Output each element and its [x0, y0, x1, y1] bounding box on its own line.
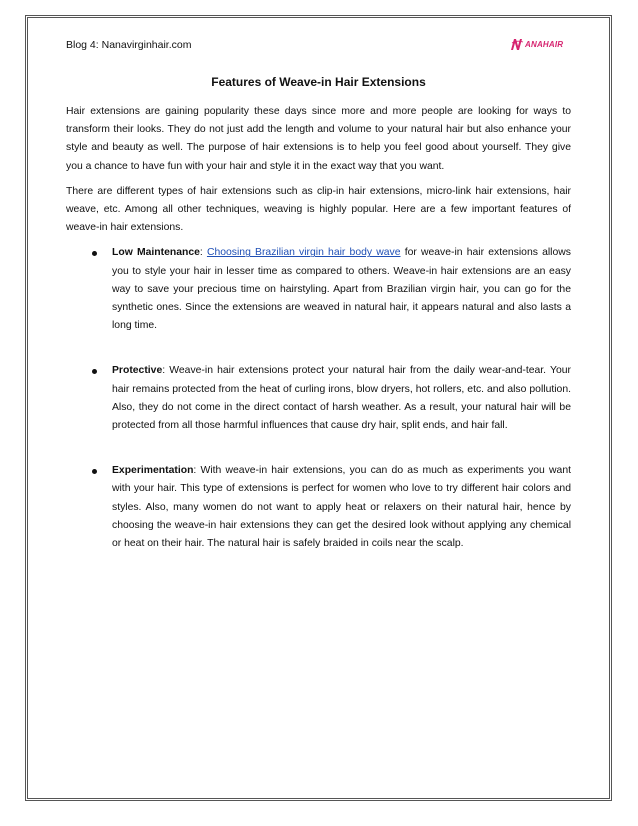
feature-item-experimentation [66, 462, 571, 553]
feature-separator: : [193, 465, 201, 477]
feature-separator: : [199, 247, 207, 259]
logo-text: ANAHAIR [525, 39, 564, 49]
article-body [66, 103, 571, 580]
brazilian-hair-link[interactable]: Choosing Brazilian virgin hair body wave [206, 247, 401, 259]
bullet-icon [92, 369, 97, 374]
feature-separator: : [162, 365, 170, 377]
brand-logo [510, 36, 563, 52]
types-paragraph: There are different types of hair extensions such as clip-in hair extensions, micro-link hair extensions, hair weave, etc. Among all other techniques, weaving is highly popular. Here are a few important features of weave-in hair extensions. [66, 185, 571, 234]
intro-paragraph: Hair extensions are gaining popularity these days since more and more people are looking for ways to transform their looks. They do not just add the length and volume to your natural hair but also enhance your style and beauty as well. The purpose of hair extensions is to help you feel good about yourself. They give you a chance to have fun with your hair and style it in the exact way that you want. [66, 106, 571, 172]
bullet-icon [92, 251, 97, 256]
feature-text: With weave-in hair extensions, you can do as much as experiments you want with your hair. This type of extensions is perfect for women who love to try different hair colors and styles. Also, many women do not want to apply heat or relaxers on their natural hair, hence by choosing the weave-in hair extensions they can get the desired look without applying any chemical or heat on their hair. The natural hair is safely braided in coils near the scalp. [112, 465, 571, 550]
feature-term: Protective [112, 365, 163, 377]
feature-text: Weave-in hair extensions protect your natural hair from the daily wear-and-tear. Your hair remains protected from the heat of curling irons, blow dryers, hot rollers, etc. and also pollution. Also, they do not come in the direct contact of harsh weather. As a result, your natural hair will be protected from all those harmful influences that cause dry hair, split ends, and hair fall. [112, 365, 571, 432]
feature-term: Low Maintenance [112, 247, 200, 259]
bullet-icon [92, 469, 97, 474]
feature-text: for weave-in hair extensions allows you to style your hair in lesser time as compared to others. Weave-in hair extensions are an easy way to save your precious time on hairstyling. Apart from Brazilian virgin hair, you can go for the synthetic ones. Since the extensions are weaved in natural hair, it appears natural and also lasts a long time. [112, 247, 571, 332]
features-list [66, 244, 571, 553]
feature-item-protective [66, 362, 571, 435]
page-title: Features of Weave-in Hair Extensions [211, 75, 426, 89]
feature-term: Experimentation [112, 465, 194, 477]
nana-hair-logo-icon [510, 37, 524, 51]
feature-item-low-maintenance [66, 244, 571, 335]
blog-header-label: Blog 4: Nanavirginhair.com [66, 39, 192, 51]
